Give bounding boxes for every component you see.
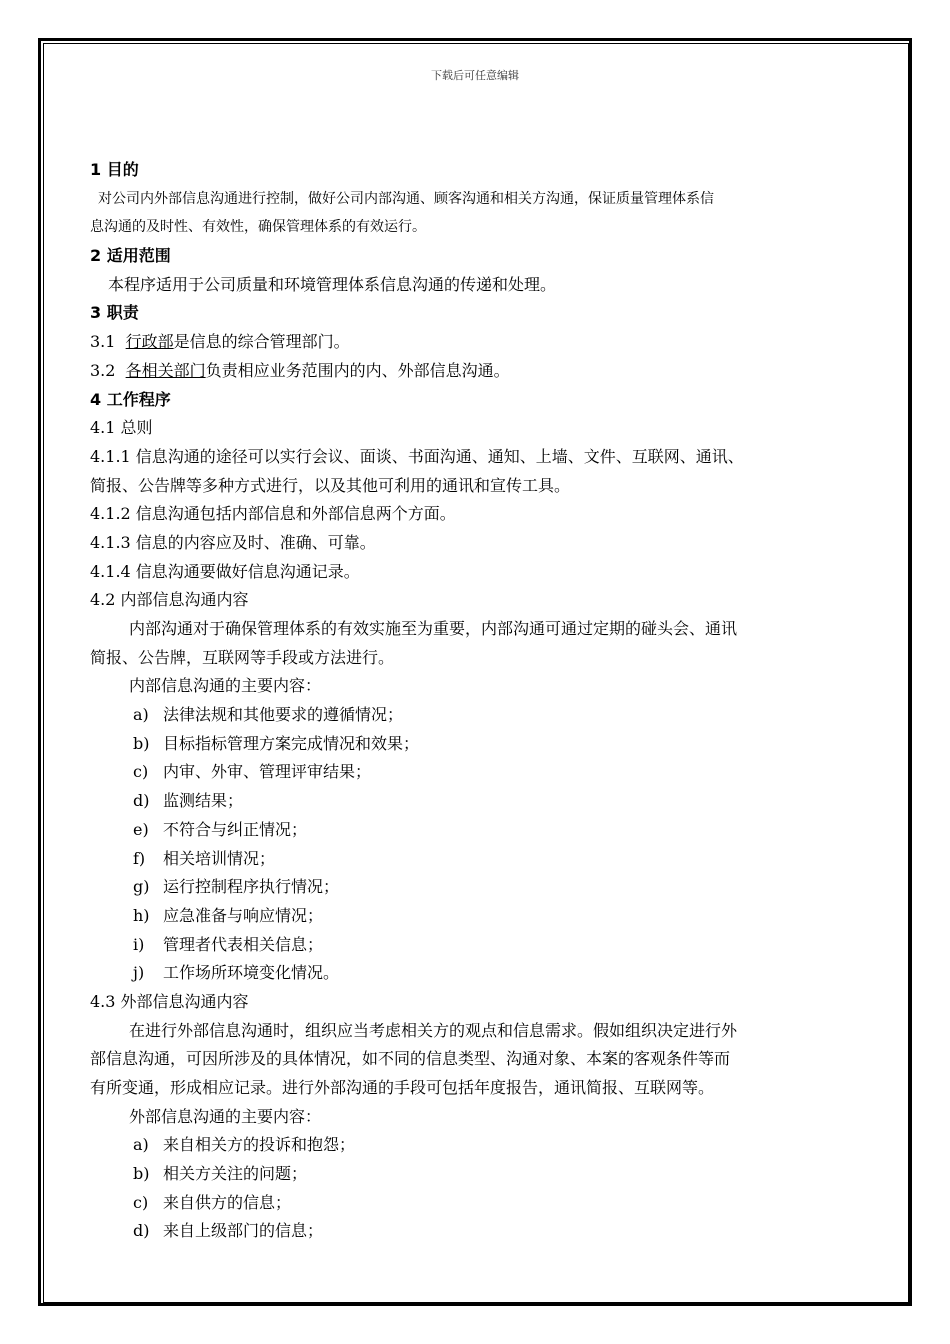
list-text: 不符合与纠正情况； bbox=[163, 819, 308, 839]
section-4-1-1-line-2: 简报、公告牌等多种方式进行，以及其他可利用的通讯和宣传工具。 bbox=[90, 475, 571, 495]
list-item bbox=[90, 1189, 870, 1218]
list-text: 应急准备与响应情况； bbox=[163, 905, 324, 925]
list-item bbox=[90, 1217, 870, 1246]
list-label: d) bbox=[133, 791, 150, 811]
section-4-1-3: 4.1.3 信息的内容应及时、准确、可靠。 bbox=[90, 532, 376, 552]
list-text: 法律法规和其他要求的遵循情况； bbox=[163, 705, 404, 725]
section-4-3-para-line-3: 有所变通，形成相应记录。进行外部沟通的手段可包括年度报告，通讯简报、互联网等。 bbox=[90, 1078, 715, 1097]
list-item bbox=[90, 902, 870, 931]
list-text: 内审、外审、管理评审结果； bbox=[163, 762, 372, 782]
section-1-body-line-2: 息沟通的及时性、有效性，确保管理体系的有效运行。 bbox=[90, 219, 426, 236]
section-4-2-para-line-1: 内部沟通对于确保管理体系的有效实施至为重要，内部沟通可通过定期的碰头会、通讯 bbox=[129, 619, 738, 638]
item-number: 3.2 bbox=[90, 360, 116, 380]
list-item bbox=[90, 1160, 870, 1189]
section-4-1-title: 4.1 总则 bbox=[90, 418, 153, 438]
list-label: b) bbox=[133, 733, 150, 753]
list-text: 来自上级部门的信息； bbox=[163, 1221, 324, 1241]
list-text: 工作场所环境变化情况。 bbox=[163, 963, 340, 983]
document-body bbox=[90, 156, 870, 1246]
list-label: j) bbox=[133, 963, 145, 983]
list-text: 管理者代表相关信息； bbox=[163, 934, 324, 954]
list-item bbox=[90, 787, 870, 816]
list-text: 监测结果； bbox=[163, 791, 244, 811]
list-item bbox=[90, 959, 870, 988]
list-item bbox=[90, 873, 870, 902]
section-4-1-4: 4.1.4 信息沟通要做好信息沟通记录。 bbox=[90, 561, 360, 581]
list-label: d) bbox=[133, 1221, 150, 1241]
responsible-department: 各相关部门 bbox=[125, 360, 206, 380]
list-label: a) bbox=[133, 705, 149, 725]
list-label: e) bbox=[133, 819, 149, 839]
list-item bbox=[90, 816, 870, 845]
section-4-2-intro: 内部信息沟通的主要内容： bbox=[129, 676, 322, 696]
section-1-body-line-1: 对公司内外部信息沟通进行控制，做好公司内部沟通、顾客沟通和相关方沟通，保证质量管理体系信 bbox=[98, 190, 714, 207]
section-1-title: 1 目的 bbox=[90, 160, 139, 179]
section-4-2-para-line-2: 简报、公告牌，互联网等手段或方法进行。 bbox=[90, 647, 395, 667]
section-4-3-title: 4.3 外部信息沟通内容 bbox=[90, 991, 249, 1011]
section-3-1 bbox=[90, 328, 870, 357]
section-4-3-intro: 外部信息沟通的主要内容： bbox=[129, 1106, 322, 1126]
list-label: i) bbox=[133, 934, 145, 954]
list-item bbox=[90, 758, 870, 787]
item-text: 是信息的综合管理部门。 bbox=[173, 332, 350, 352]
list-label: g) bbox=[133, 877, 150, 897]
section-4-1-2: 4.1.2 信息沟通包括内部信息和外部信息两个方面。 bbox=[90, 504, 456, 524]
list-text: 相关培训情况； bbox=[163, 848, 276, 868]
list-item bbox=[90, 1131, 870, 1160]
section-4-1-1-line-1: 4.1.1 信息沟通的途径可以实行会议、面谈、书面沟通、通知、上墙、文件、互联网、通讯、 bbox=[90, 446, 744, 466]
section-4-title: 4 工作程序 bbox=[90, 389, 171, 409]
list-text: 来自相关方的投诉和抱怨； bbox=[163, 1135, 356, 1155]
section-2-title: 2 适用范围 bbox=[90, 246, 171, 266]
list-label: c) bbox=[133, 1192, 149, 1212]
list-label: c) bbox=[133, 762, 149, 782]
header-note: 下载后可任意编辑 bbox=[431, 69, 519, 82]
list-item bbox=[90, 931, 870, 960]
responsible-department: 行政部 bbox=[125, 332, 174, 352]
list-label: f) bbox=[133, 848, 146, 868]
item-number: 3.1 bbox=[90, 332, 116, 352]
list-item bbox=[90, 701, 870, 730]
list-text: 目标指标管理方案完成情况和效果； bbox=[163, 733, 420, 753]
section-4-3-para-line-2: 部信息沟通，可因所涉及的具体情况，如不同的信息类型、沟通对象、本案的客观条件等而 bbox=[90, 1049, 731, 1069]
list-text: 相关方关注的问题； bbox=[163, 1164, 308, 1184]
section-4-2-title: 4.2 内部信息沟通内容 bbox=[90, 590, 249, 610]
section-2-body: 本程序适用于公司质量和环境管理体系信息沟通的传递和处理。 bbox=[108, 274, 557, 294]
section-4-3-para-line-1: 在进行外部信息沟通时，组织应当考虑相关方的观点和信息需求。假如组织决定进行外 bbox=[129, 1020, 738, 1040]
list-text: 来自供方的信息； bbox=[163, 1192, 292, 1212]
list-item bbox=[90, 730, 870, 759]
list-text: 运行控制程序执行情况； bbox=[163, 877, 340, 897]
section-3-2 bbox=[90, 357, 870, 386]
list-label: a) bbox=[133, 1135, 149, 1155]
list-label: b) bbox=[133, 1164, 150, 1184]
list-item bbox=[90, 845, 870, 874]
item-text: 负责相应业务范围内的内、外部信息沟通。 bbox=[205, 360, 510, 380]
list-label: h) bbox=[133, 905, 150, 925]
section-3-title: 3 职责 bbox=[90, 303, 139, 323]
